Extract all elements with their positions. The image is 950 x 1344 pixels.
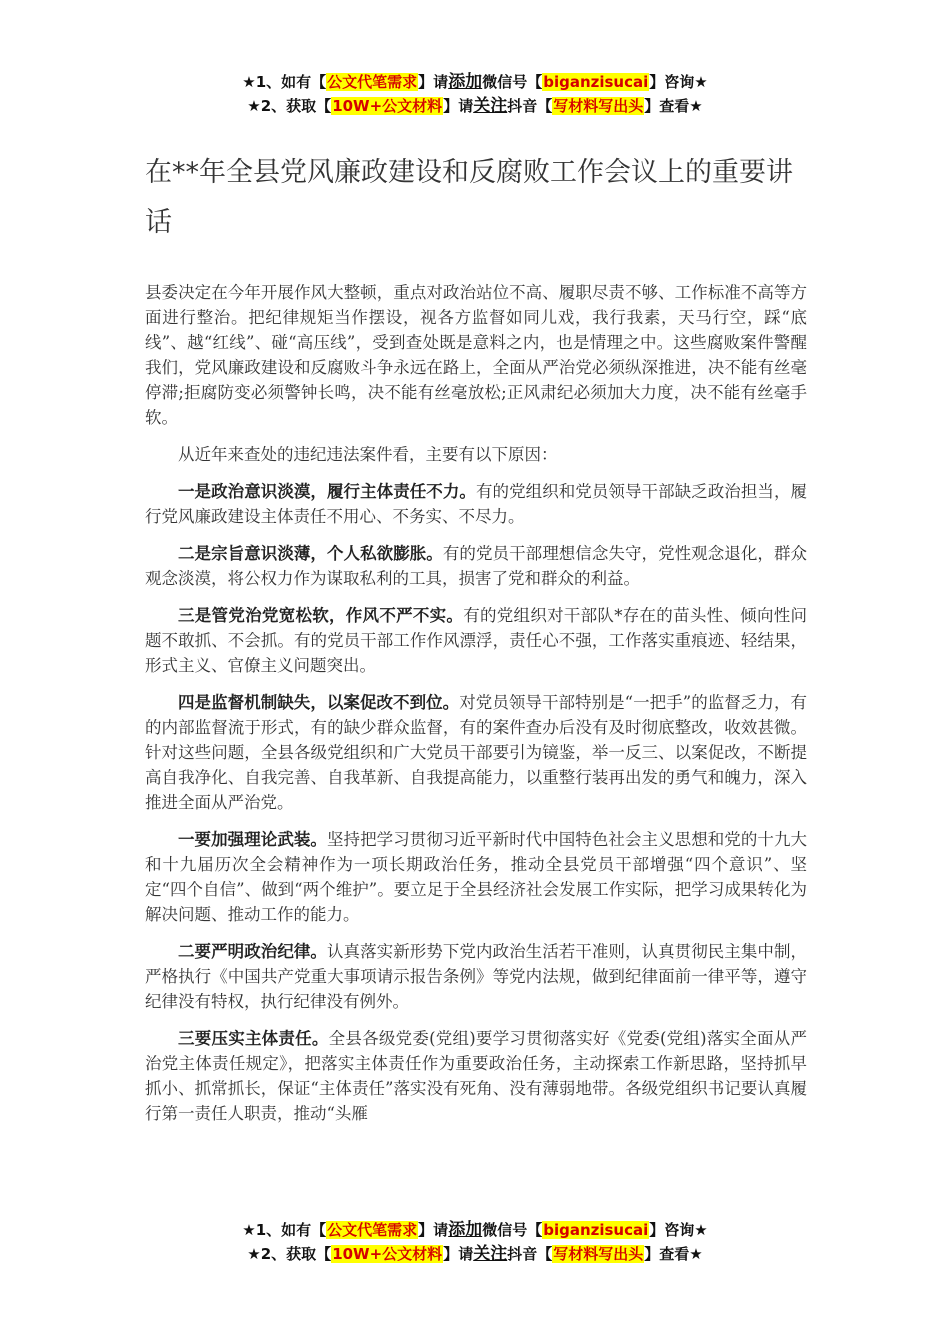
paragraph <box>145 827 807 927</box>
document-title: 在**年全县党风廉政建设和反腐败工作会议上的重要讲话 <box>145 157 793 238</box>
paragraph <box>145 280 807 430</box>
banner-line-2: ★2、获取【10W+公文材料】请关注抖音【写材料写出头】查看★ <box>247 96 703 116</box>
paragraph-lead: 二是宗旨意识淡薄，个人私欲膨胀。 <box>178 544 443 563</box>
header-banner <box>0 70 950 118</box>
highlight-douyin-account: 写材料写出头 <box>553 97 644 115</box>
highlight-materials: 10W+公文材料 <box>332 97 443 115</box>
paragraph <box>145 939 807 1014</box>
document-body <box>145 280 807 1138</box>
paragraph-text: 认真落实新形势下党内政治生活若干准则，认真贯彻民主集中制，严格执行《中国共产党重大事项请示报告条例》等党内法规，做到纪律面前一律平等，遵守纪律没有特权，执行纪律没有例外。 <box>145 942 808 1011</box>
paragraph-text: 对党员领导干部特别是“一把手”的监督乏力，有的内部监督流于形式，有的缺少群众监督，有的案件查办后没有及时彻底整改，收效甚微。针对这些问题，全县各级党组织和广大党员干部要引为镜鉴，举一反三、以案促改，不断提高自我净化、自我完善、自我革新、自我提高能力，以重整行装再出发的勇气和魄力，深入推进全面从严治党。 <box>145 693 808 812</box>
paragraph-text: 有的党组织对干部队*存在的苗头性、倾向性问题不敢抓、不会抓。有的党员干部工作作风漂浮，责任心不强，工作落实重痕迹、轻结果，形式主义、官僚主义问题突出。 <box>145 606 808 675</box>
paragraph-lead: 二要严明政治纪律。 <box>178 942 327 961</box>
paragraph-text: 县委决定在今年开展作风大整顿，重点对政治站位不高、履职尽责不够、工作标准不高等方面进行整治。把纪律规矩当作摆设，视各方监督如同儿戏，我行我素，天马行空，踩“底线”、越“红线”、碰“高压线”，受到查处既是意料之内，也是情理之中。这些腐败案件警醒我们，党风廉政建设和反腐败斗争永远在路上，全面从严治党必须纵深推进，决不能有丝毫停滞;拒腐防变必须警钟长鸣，决不能有丝毫放松;正风肃纪必须加大力度，决不能有丝毫手软。 <box>145 283 807 427</box>
highlight-materials: 10W+公文材料 <box>332 1245 443 1263</box>
paragraph-lead: 三是管党治党宽松软，作风不严不实。 <box>178 606 464 625</box>
paragraph-text: 有的党员干部理想信念失守，党性观念退化，群众观念淡漠，将公权力作为谋取私利的工具，损害了党和群众的利益。 <box>145 544 808 588</box>
highlight-wechat-id: biganzisucai <box>543 73 649 91</box>
paragraph <box>145 603 807 678</box>
star-icon: ★ <box>242 73 256 91</box>
paragraph <box>145 442 807 467</box>
paragraph-text: 全县各级党委(党组)要学习贯彻落实好《党委(党组)落实全面从严治党主体责任规定》，把落实主体责任作为重要政治任务，主动探索工作新思路，坚持抓早抓小、抓常抓长，保证“主体责任”落实没有死角、没有薄弱地带。各级党组织书记要认真履行第一责任人职责，推动“头雁 <box>145 1029 808 1123</box>
highlight-wechat-id: biganzisucai <box>543 1221 649 1239</box>
paragraph-lead: 四是监督机制缺失，以案促改不到位。 <box>178 693 460 712</box>
paragraph-lead: 一是政治意识淡漠，履行主体责任不力。 <box>178 482 476 501</box>
banner-line-1: ★1、如有【公文代笔需求】请添加微信号【biganzisucai】咨询★ <box>242 1220 708 1240</box>
banner-line-2: ★2、获取【10W+公文材料】请关注抖音【写材料写出头】查看★ <box>247 1244 703 1264</box>
highlight-ghostwriting: 公文代笔需求 <box>327 73 418 91</box>
star-icon: ★ <box>247 97 261 115</box>
paragraph <box>145 541 807 591</box>
star-icon: ★ <box>247 1245 261 1263</box>
paragraph-text: 从近年来查处的违纪违法案件看，主要有以下原因： <box>178 445 558 464</box>
paragraph-text: 坚持把学习贯彻习近平新时代中国特色社会主义思想和党的十九大和十九届历次全会精神作为一项长期政治任务，推动全县党员干部增强“四个意识”、坚定“四个自信”、做到“两个维护”。要立足于全县经济社会发展工作实际，把学习成果转化为解决问题、推动工作的能力。 <box>145 830 808 924</box>
paragraph <box>145 1026 807 1126</box>
footer-banner <box>0 1218 950 1266</box>
paragraph-text: 有的党组织和党员领导干部缺乏政治担当，履行党风廉政建设主体责任不用心、不务实、不尽力。 <box>145 482 808 526</box>
highlight-douyin-account: 写材料写出头 <box>553 1245 644 1263</box>
highlight-ghostwriting: 公文代笔需求 <box>327 1221 418 1239</box>
star-icon: ★ <box>242 1221 256 1239</box>
paragraph <box>145 479 807 529</box>
paragraph-lead: 三要压实主体责任。 <box>178 1029 329 1048</box>
paragraph-lead: 一要加强理论武装。 <box>178 830 327 849</box>
paragraph <box>145 690 807 815</box>
banner-line-1: ★1、如有【公文代笔需求】请添加微信号【biganzisucai】咨询★ <box>242 72 708 92</box>
